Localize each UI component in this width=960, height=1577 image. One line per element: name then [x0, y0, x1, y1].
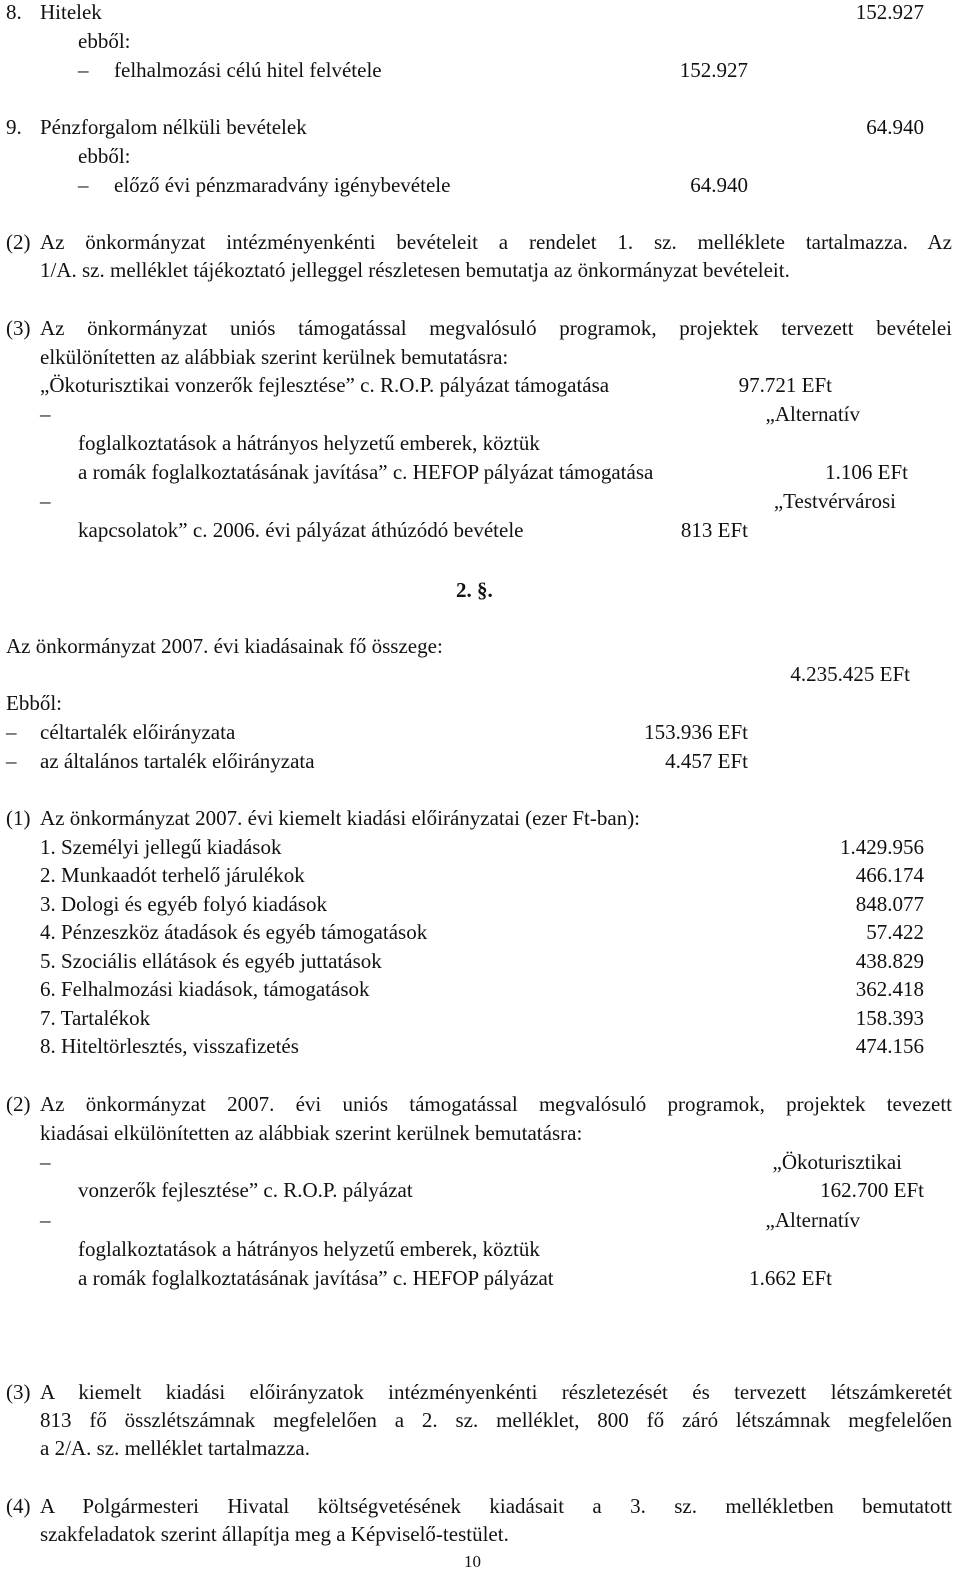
expenditure-item-label: 8. Hiteltörlesztés, visszafizetés — [40, 1034, 299, 1058]
page-number: 10 — [464, 1552, 481, 1571]
hitelek-number: 8. — [6, 0, 22, 24]
eu-expenditure-item-2-line-3: a romák foglalkoztatásának javítása” c. HEFOP pályázat — [78, 1266, 554, 1290]
eu-income-item-2-head: „Alternatív — [765, 402, 860, 426]
eu-income-item-3-dash: – — [40, 489, 51, 513]
penzforgalom-amount: 64.940 — [866, 115, 924, 139]
expenditure-item-amount: 1.429.956 — [840, 835, 924, 859]
eu-income-item-2-line-3: a romák foglalkoztatásának javítása” c. HEFOP pályázat támogatása — [78, 460, 654, 484]
penzforgalom-item-text: előző évi pénzmaradvány igénybevétele — [114, 173, 451, 197]
eu-income-item-2-line-2: foglalkoztatások a hátrányos helyzetű emberek, köztük — [78, 431, 540, 455]
expenditure-total-amount: 4.235.425 EFt — [790, 662, 910, 686]
reserve-item-2-amount: 4.457 EFt — [665, 749, 748, 773]
eu-expenditure-item-1-amount: 162.700 EFt — [820, 1178, 924, 1202]
section-2-heading: 2. §. — [456, 578, 493, 602]
paragraph-2b-line-2: kiadásai elkülönítetten az alábbiak szerint kerülnek bemutatásra: — [40, 1121, 583, 1145]
paragraph-3b-line-3: a 2/A. sz. melléklet tartalmazza. — [40, 1436, 310, 1460]
reserve-item-2-dash: – — [6, 749, 17, 773]
paragraph-2b-line-1: Az önkormányzat 2007. évi uniós támogatással megvalósuló programok, projektek tevezett — [40, 1092, 952, 1116]
expenditure-item-label: 6. Felhalmozási kiadások, támogatások — [40, 977, 370, 1001]
eu-expenditure-item-2-dash: – — [40, 1208, 51, 1232]
paragraph-3-number: (3) — [6, 316, 31, 340]
paragraph-4-number: (4) — [6, 1494, 31, 1518]
penzforgalom-number: 9. — [6, 115, 22, 139]
expenditure-item-amount: 362.418 — [855, 977, 924, 1001]
paragraph-1-heading: Az önkormányzat 2007. évi kiemelt kiadási előirányzatai (ezer Ft-ban): — [40, 806, 641, 830]
eu-income-item-3-head: „Testvérvárosi — [773, 489, 896, 513]
eu-income-item-1-amount: 97.721 EFt — [738, 373, 832, 397]
expenditure-item-label: 2. Munkaadót terhelő járulékok — [40, 863, 305, 887]
hitelek-label: Hitelek — [40, 0, 102, 24]
paragraph-3b-number: (3) — [6, 1380, 31, 1404]
eu-expenditure-item-1-line-2: vonzerők fejlesztése” c. R.O.P. pályázat — [78, 1178, 413, 1202]
expenditure-item-amount: 474.156 — [855, 1034, 924, 1058]
reserve-item-1-dash: – — [6, 720, 17, 744]
reserve-item-2-text: az általános tartalék előirányzata — [40, 749, 315, 773]
expenditure-item-label: 5. Szociális ellátások és egyéb juttatások — [40, 949, 382, 973]
eu-income-item-2-amount: 1.106 EFt — [825, 460, 908, 484]
expenditure-item-amount: 438.829 — [855, 949, 924, 973]
paragraph-2-line-1: Az önkormányzat intézményenkénti bevételeit a rendelet 1. sz. melléklete tartalmazza. Az — [40, 230, 952, 254]
expenditure-item-amount: 848.077 — [855, 892, 924, 916]
paragraph-2b-number: (2) — [6, 1092, 31, 1116]
expenditure-item-amount: 57.422 — [866, 920, 924, 944]
eu-expenditure-item-2-amount: 1.662 EFt — [749, 1266, 832, 1290]
paragraph-3-line-1: Az önkormányzat uniós támogatással megvalósuló programok, projektek tervezett bevételei — [40, 316, 952, 340]
reserve-item-1-amount: 153.936 EFt — [644, 720, 748, 744]
paragraph-3-line-2: elkülönítetten az alábbiak szerint kerülnek bemutatásra: — [40, 345, 509, 369]
expenditure-item-amount: 466.174 — [855, 863, 924, 887]
paragraph-1-number: (1) — [6, 806, 31, 830]
paragraph-2-number: (2) — [6, 230, 31, 254]
reserve-item-1-text: céltartalék előirányzata — [40, 720, 236, 744]
eu-income-item-3-line-2: kapcsolatok” c. 2006. évi pályázat áthúzódó bevétele — [78, 518, 524, 542]
eu-expenditure-item-2-head: „Alternatív — [765, 1208, 860, 1232]
eu-income-item-2-dash: – — [40, 402, 51, 426]
expenditure-total-label: Az önkormányzat 2007. évi kiadásainak fő összege: — [6, 634, 443, 658]
paragraph-2-line-2: 1/A. sz. melléklet tájékoztató jelleggel részletesen bemutatja az önkormányzat bevételeit. — [40, 258, 790, 282]
penzforgalom-ebbol: ebből: — [78, 144, 131, 168]
eu-income-item-1: „Ökoturisztikai vonzerők fejlesztése” c. R.O.P. pályázat támogatása — [40, 373, 610, 397]
eu-expenditure-item-2-line-2: foglalkoztatások a hátrányos helyzetű emberek, köztük — [78, 1237, 540, 1261]
hitelek-item-dash: – — [78, 58, 89, 82]
hitelek-amount: 152.927 — [855, 0, 924, 24]
expenditure-item-label: 7. Tartalékok — [40, 1006, 151, 1030]
paragraph-4-line-2: szakfeladatok szerint állapítja meg a Képviselő-testület. — [40, 1522, 509, 1546]
expenditure-ebbol: Ebből: — [6, 691, 62, 715]
eu-expenditure-item-1-head: „Ökoturisztikai — [772, 1150, 902, 1174]
hitelek-item-text: felhalmozási célú hitel felvétele — [114, 58, 382, 82]
paragraph-3b-line-1: A kiemelt kiadási előirányzatok intézményenkénti részletezését és tervezett létszámkeretét — [40, 1380, 952, 1404]
expenditure-item-label: 3. Dologi és egyéb folyó kiadások — [40, 892, 327, 916]
expenditure-item-amount: 158.393 — [855, 1006, 924, 1030]
penzforgalom-item-dash: – — [78, 173, 89, 197]
expenditure-item-label: 4. Pénzeszköz átadások és egyéb támogatások — [40, 920, 428, 944]
penzforgalom-item-amount: 64.940 — [690, 173, 748, 197]
penzforgalom-label: Pénzforgalom nélküli bevételek — [40, 115, 307, 139]
eu-income-item-3-amount: 813 EFt — [680, 518, 748, 542]
paragraph-3b-line-2: 813 fő összlétszámnak megfelelően a 2. sz. melléklet, 800 fő záró létszámnak megfelelően — [40, 1408, 952, 1432]
eu-expenditure-item-1-dash: – — [40, 1150, 51, 1174]
paragraph-4-line-1: A Polgármesteri Hivatal költségvetésének kiadásait a 3. sz. mellékletben bemutatott — [40, 1494, 952, 1518]
hitelek-item-amount: 152.927 — [679, 58, 748, 82]
expenditure-item-label: 1. Személyi jellegű kiadások — [40, 835, 282, 859]
hitelek-ebbol: ebből: — [78, 29, 131, 53]
